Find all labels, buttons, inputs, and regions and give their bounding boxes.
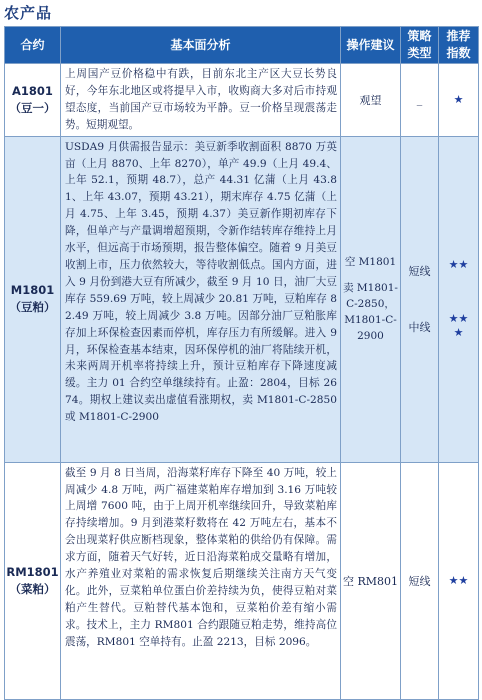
agri-report-table: [4, 26, 479, 700]
contract-code: M1801: [10, 283, 55, 298]
strategy-cell: 短线: [401, 462, 439, 699]
table-row-m1801: [5, 136, 479, 462]
rating-stars: ★: [439, 64, 479, 137]
header-advice: 操作建议: [341, 27, 401, 64]
contract-cell: [5, 462, 61, 699]
header-rating-line2: 指数: [446, 46, 471, 60]
contract-name: （菜粕）: [9, 581, 56, 596]
header-rating: [439, 27, 479, 64]
contract-name: （豆一）: [9, 100, 56, 115]
header-rating-line1: 推荐: [446, 29, 471, 43]
rating-stars-secondary-2: ★: [453, 326, 464, 340]
contract-code: RM1801: [6, 564, 59, 579]
header-strategy: [401, 27, 439, 64]
header-contract: 合约: [5, 27, 61, 64]
advice-cell: 空 RM801: [341, 462, 401, 699]
advice-cell: 观望: [341, 64, 401, 137]
contract-cell: [5, 136, 61, 462]
table-row-a1801: [5, 64, 479, 137]
analysis-text: 上周国产豆价格稳中有跌，目前东北主产区大豆长势良好，今年东北地区或将提早入市，收购商大多对后市持观望态度，当前国产豆市场较为平静。豆一价格呈现震荡走势。短期观望。: [61, 64, 341, 137]
advice-secondary: 卖 M1801-C-2850，M1801-C-2900: [343, 282, 398, 343]
strategy-secondary: 中线: [408, 321, 431, 335]
contract-cell: [5, 64, 61, 137]
advice-primary: 空 M1801: [344, 256, 397, 269]
contract-name: （豆粕）: [9, 300, 56, 315]
table-row-rm1801: [5, 462, 479, 699]
table-header-row: [5, 27, 479, 64]
header-strategy-line1: 策略: [407, 29, 432, 43]
section-title: 农产品: [4, 4, 53, 22]
header-analysis: 基本面分析: [61, 27, 341, 64]
strategy-cell: _: [401, 64, 439, 137]
strategy-primary: 短线: [408, 265, 431, 279]
rating-stars: ★★: [439, 462, 479, 699]
rating-stars-primary: ★★: [448, 258, 469, 272]
advice-cell: [341, 136, 401, 462]
header-strategy-line2: 类型: [407, 46, 432, 60]
rating-stars-secondary: ★★: [448, 312, 469, 326]
strategy-cell: [401, 136, 439, 462]
analysis-text: USDA9 月供需报告显示：美豆新季收割面积 8870 万英亩（上月 8870、上年 8270），单产 49.9（上月 49.4、上年 52.1，预期 48.7），总产 44.31 亿蒲（上月 43.81、上年 43.07，预期 43.21），期末库存 4.75 亿蒲（上月 4.75、上年 3.45，预期 4.37）美豆新作期初库存下降，但单产与产量调增超预期，令新作结转库存维持上月水平，但远高于市场预期，报告整体偏空。随着 9 月美豆收割上市，压力依然较大，等待收割低点。国内方面，进入 9 月份到港大豆有所减少，截至 9 月 10 日，油厂大豆库存 559.69 万吨，较上周减少 20.81 万吨，豆粕库存 82.49 万吨，较上周减少 3.8 万吨。因部分油厂豆粕胀库存加上环保检查因素而停机，库存压力有所缓解。进入 9 月，环保检查基本结束，因环保停机的油厂将陆续开机，未来两周开机率将持续上升，预计豆粕库存下降速度减缓。主力 01 合约空单继续持有。止盈：2804，目标 2674。期权上建议卖出虚值看涨期权，卖 M1801-C-2850 或 M1801-C-2900: [61, 136, 341, 462]
analysis-text: 截至 9 月 8 日当周，沿海菜籽库存下降至 40 万吨，较上周减少 4.8 万吨，两广福建菜粕库存增加到 3.16 万吨较上周增 7600 吨，由于上周开机率继续回升，导致菜粕库存持续增加。9 月到港菜籽数将在 42 万吨左右，基本不会出现菜籽供应断档现象，整体菜粕的供给仍有保障。需求方面，随着天气好转，近日沿海菜粕成交量略有增加，水产养殖业对菜粕的需求恢复后期继续关注南方天气变化。此外，豆菜粕单位蛋白价差持续为负，使得豆粕对菜粕产生替代。豆粕替代基本饱和，豆菜粕价差有缩小需求。技术上，主力 RM801 合约跟随豆粕走势，维持高位震荡，RM801 空单持有。止盈 2213，目标 2096。: [61, 462, 341, 699]
contract-code: A1801: [12, 83, 53, 98]
rating-cell: [439, 136, 479, 462]
